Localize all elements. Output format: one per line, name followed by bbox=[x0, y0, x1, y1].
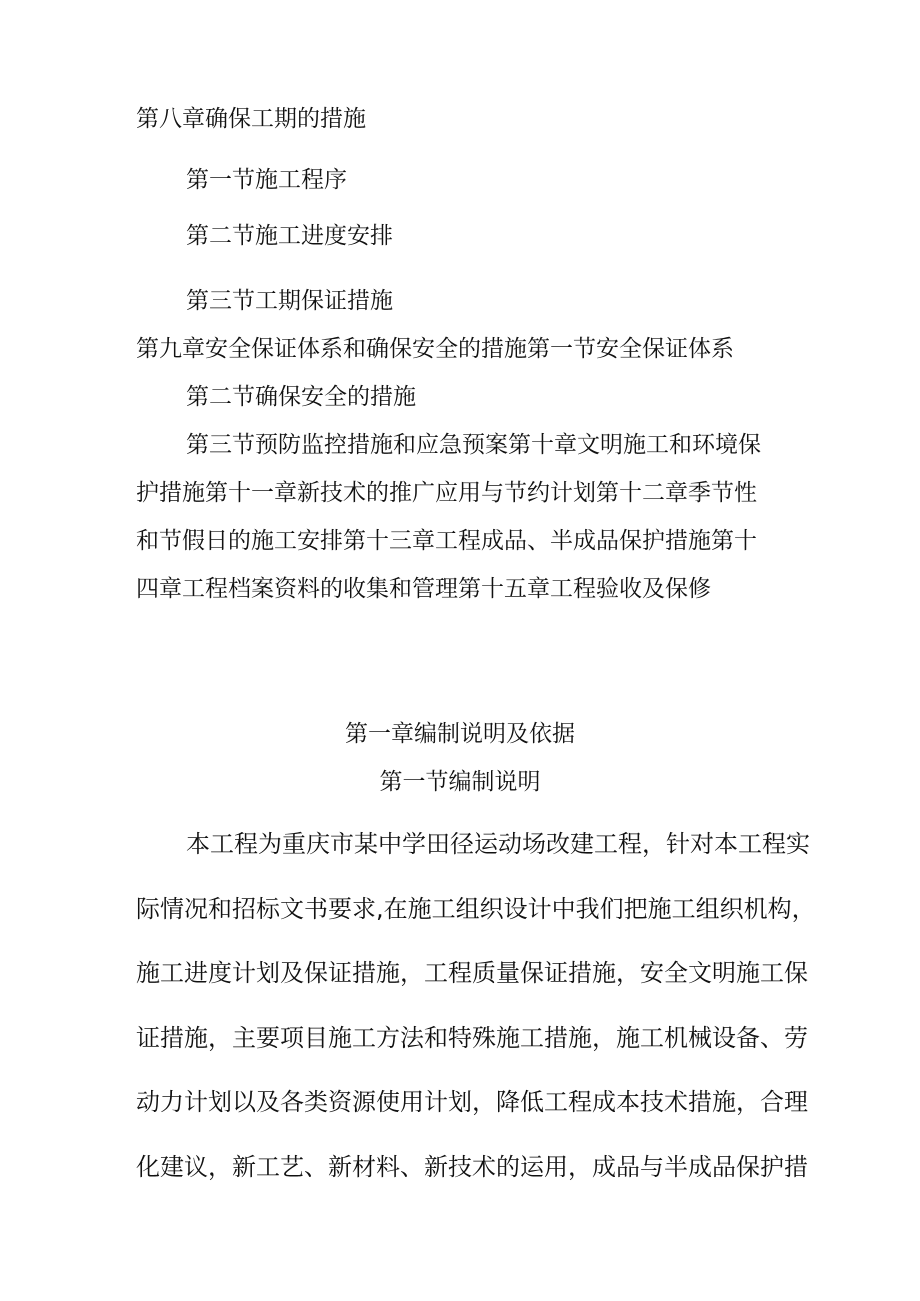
section-title: 第一节编制说明 bbox=[379, 769, 541, 795]
body-text-line: 证措施，主要项目施工方法和特殊施工措施，施工机械设备、劳 bbox=[136, 1024, 808, 1052]
body-text-line: 本工程为重庆市某中学田径运动场改建工程，针对本工程实 bbox=[186, 830, 810, 858]
toc-paragraph-line: 四章工程档案资料的收集和管理第十五章工程验收及保修 bbox=[136, 576, 711, 602]
toc-ch8-section-3: 第三节工期保证措施 bbox=[186, 288, 393, 314]
toc-chapter-8: 第八章确保工期的措施 bbox=[136, 106, 366, 132]
toc-paragraph-line: 第三节预防监控措施和应急预案第十章文明施工和环境保 bbox=[186, 432, 761, 458]
toc-chapter-9: 第九章安全保证体系和确保安全的措施第一节安全保证体系 bbox=[136, 336, 734, 362]
toc-paragraph-line: 和节假日的施工安排第十三章工程成品、半成品保护措施第十 bbox=[136, 528, 757, 554]
body-text-line: 动力计划以及各类资源使用计划，降低工程成本技术措施，合理 bbox=[136, 1088, 808, 1116]
body-text-line: 施工进度计划及保证措施，工程质量保证措施，安全文明施工保 bbox=[136, 959, 808, 987]
chapter-title: 第一章编制说明及依据 bbox=[345, 721, 575, 747]
toc-paragraph-line: 护措施第十一章新技术的推广应用与节约计划第十二章季节性 bbox=[136, 480, 757, 506]
toc-ch9-section-2: 第二节确保安全的措施 bbox=[186, 384, 416, 410]
body-text-line: 化建议，新工艺、新材料、新技术的运用，成品与半成品保护措 bbox=[136, 1153, 808, 1181]
body-text-line: 际情况和招标文书要求,在施工组织设计中我们把施工组织机构， bbox=[136, 895, 816, 923]
toc-ch8-section-2: 第二节施工进度安排 bbox=[186, 223, 393, 249]
toc-ch8-section-1: 第一节施工程序 bbox=[186, 167, 347, 193]
